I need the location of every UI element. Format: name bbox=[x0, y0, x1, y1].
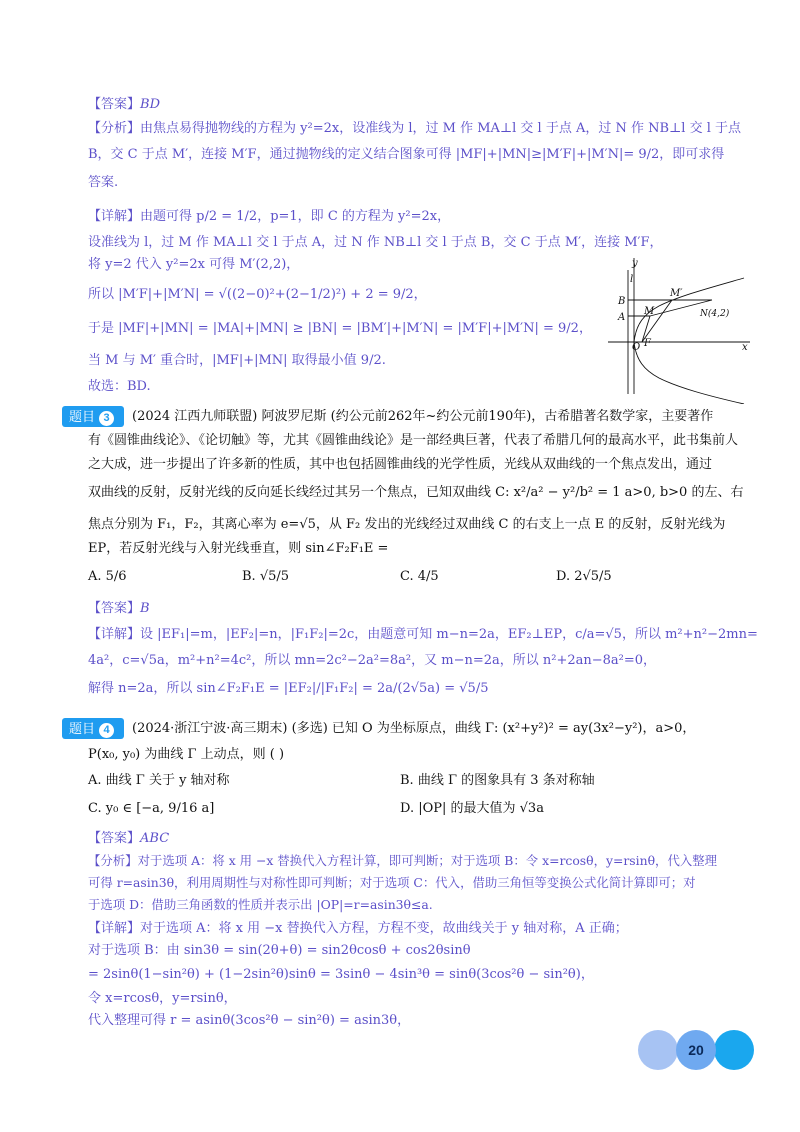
parabola-lower bbox=[634, 342, 744, 404]
detail-text: 由题可得 p/2 = 1/2，p=1，即 C 的方程为 y²=2x， bbox=[140, 209, 451, 224]
decor-circle bbox=[638, 1030, 678, 1070]
detail-text: 当 M 与 M′ 重合时，|MF|+|MN| 取得最小值 9/2. bbox=[88, 353, 386, 368]
label-y: y bbox=[632, 258, 638, 269]
option-a[interactable]: A. 5/6 bbox=[88, 569, 127, 584]
decor-circle bbox=[714, 1030, 754, 1070]
detail-text: 对于选项 B：由 sin3θ = sin(2θ+θ) = sin2θcosθ + cos2θsinθ bbox=[88, 943, 471, 958]
label-A: A bbox=[618, 312, 626, 323]
badge-number: 4 bbox=[99, 723, 114, 738]
analysis-text: 答案. bbox=[88, 175, 119, 190]
detail-text: 将 y=2 代入 y²=2x 可得 M′(2,2)， bbox=[88, 257, 300, 272]
answer-value: BD bbox=[140, 97, 160, 112]
option-c[interactable]: C. 4/5 bbox=[400, 569, 439, 584]
answer-line bbox=[88, 830, 169, 848]
parabola-figure bbox=[604, 254, 754, 404]
option-b[interactable]: B. √5/5 bbox=[242, 569, 290, 584]
stem-text: 有《圆锥曲线论》、《论切触》等，尤其《圆锥曲线论》是一部经典巨著，代表了希腊几何的最高水平，此书集前人 bbox=[88, 433, 739, 448]
problem-badge bbox=[62, 718, 124, 739]
stem-text: EP，若反射光线与入射光线垂直，则 sin∠F₂F₁E = bbox=[88, 541, 389, 556]
stem-text: P(x₀, y₀) 为曲线 Γ 上动点，则 ( ) bbox=[88, 747, 285, 762]
analysis-text: B，交 C 于点 M′，连接 M′F，通过抛物线的定义结合图象可得 |MF|+|MN|≥|M′F|+|M′N|= 9/2，即可求得 bbox=[88, 147, 725, 162]
analysis-label: 【分析】 bbox=[88, 121, 141, 136]
detail-line bbox=[88, 920, 628, 938]
label-B: B bbox=[618, 296, 626, 307]
detail-label: 【详解】 bbox=[88, 209, 141, 224]
answer-value: B bbox=[140, 601, 150, 616]
detail-text: 解得 n=2a，所以 sin∠F₂F₁E = |EF₂|/|F₁F₂| = 2a/(2√5a) = √5/5 bbox=[88, 681, 489, 696]
detail-text: 设准线为 l，过 M 作 MA⊥l 交 l 于点 A，过 N 作 NB⊥l 交 l 于点 B，交 C 于点 M′，连接 M′F， bbox=[88, 235, 663, 250]
option-b[interactable]: B. 曲线 Γ 的图象具有 3 条对称轴 bbox=[400, 773, 595, 788]
analysis-label: 【分析】 bbox=[88, 853, 138, 868]
answer-label: 【答案】 bbox=[88, 97, 141, 112]
answer-value: ABC bbox=[140, 831, 170, 846]
analysis-line bbox=[88, 852, 717, 870]
option-a[interactable]: A. 曲线 Γ 关于 y 轴对称 bbox=[88, 773, 230, 788]
detail-text: 令 x=rcosθ，y=rsinθ， bbox=[88, 991, 237, 1006]
detail-text: 故选：BD. bbox=[88, 379, 151, 394]
badge-text: 题目 bbox=[69, 409, 96, 424]
option-c[interactable]: C. y₀ ∈ [−a, 9/16 a] bbox=[88, 801, 215, 816]
detail-line bbox=[88, 208, 450, 226]
analysis-text: 于选项 D：借助三角函数的性质并表示出 |OP|=r=asin3θ≤a. bbox=[88, 897, 433, 912]
detail-text: 所以 |M′F|+|M′N| = √((2−0)²+(2−1/2)²) + 2 = 9/2， bbox=[88, 287, 427, 302]
problem-badge bbox=[62, 406, 124, 427]
detail-label: 【详解】 bbox=[88, 627, 141, 642]
detail-label: 【详解】 bbox=[88, 921, 141, 936]
label-M-prime: M′ bbox=[670, 288, 683, 299]
page-number-badge bbox=[638, 1030, 758, 1070]
detail-text: = 2sinθ(1−sin²θ) + (1−2sin²θ)sinθ = 3sinθ − 4sin³θ = sinθ(3cos²θ − sin²θ)， bbox=[88, 967, 594, 982]
detail-text: 设 |EF₁|=m，|EF₂|=n，|F₁F₂|=2c，由题意可知 m−n=2a，EF₂⊥EP，c/a=√5，所以 m²+n²−2mn= bbox=[140, 627, 758, 642]
stem-text: 双曲线的反射，反射光线的反向延长线经过其另一个焦点，已知双曲线 C: x²/a² − y²/b² = 1 a>0, b>0 的左、右 bbox=[88, 485, 744, 500]
answer-label: 【答案】 bbox=[88, 601, 141, 616]
badge-number: 3 bbox=[99, 411, 114, 426]
detail-text: 代入整理可得 r = asinθ(3cos²θ − sin²θ) = asin3θ， bbox=[88, 1013, 411, 1028]
analysis-text: 由焦点易得抛物线的方程为 y²=2x，设准线为 l，过 M 作 MA⊥l 交 l 于点 A，过 N 作 NB⊥l 交 l 于点 bbox=[140, 121, 741, 136]
stem-text: 之大成，进一步提出了许多新的性质，其中也包括圆锥曲线的光学性质，光线从双曲线的一个焦点发出，通过 bbox=[88, 457, 713, 472]
detail-text: 4a²，c=√5a，m²+n²=4c²，所以 mn=2c²−2a²=8a²，又 m−n=2a，所以 n²+2an−8a²=0， bbox=[88, 653, 657, 668]
label-x: x bbox=[742, 342, 748, 353]
analysis-text: 可得 r=asin3θ，利用周期性与对称性即可判断；对于选项 C：代入，借助三角恒等变换公式化简计算即可；对 bbox=[88, 875, 696, 890]
detail-text: 于是 |MF|+|MN| = |MA|+|MN| ≥ |BN| = |BM′|+|M′N| = |M′F|+|M′N| = 9/2， bbox=[88, 321, 592, 336]
option-d[interactable]: D. |OP| 的最大值为 √3a bbox=[400, 801, 544, 816]
stem-text: (2024 江西九师联盟) 阿波罗尼斯 (约公元前262年~约公元前190年)，古希腊著名数学家，主要著作 bbox=[132, 409, 714, 424]
page-number: 20 bbox=[676, 1030, 716, 1070]
label-O: O bbox=[632, 342, 641, 353]
option-d[interactable]: D. 2√5/5 bbox=[556, 569, 612, 584]
stem-text: (2024·浙江宁波·高三期末) (多选) 已知 O 为坐标原点，曲线 Γ: (x²+y²)² = ay(3x²−y²)，a>0， bbox=[132, 721, 696, 736]
answer-line bbox=[88, 600, 150, 618]
stem-text: 焦点分别为 F₁，F₂，其离心率为 e=√5，从 F₂ 发出的光线经过双曲线 C 的右支上一点 E 的反射，反射光线为 bbox=[88, 517, 726, 532]
detail-text: 对于选项 A：将 x 用 −x 替换代入方程，方程不变，故曲线关于 y 轴对称，A 正确； bbox=[140, 921, 628, 936]
label-l: l bbox=[630, 274, 634, 285]
badge-text: 题目 bbox=[69, 721, 96, 736]
answer-label: 【答案】 bbox=[88, 831, 141, 846]
answer-line bbox=[88, 96, 160, 114]
analysis-line bbox=[88, 120, 741, 138]
label-N: N(4,2) bbox=[700, 309, 730, 319]
label-M: M bbox=[644, 306, 655, 317]
analysis-text: 对于选项 A：将 x 用 −x 替换代入方程计算，即可判断；对于选项 B：令 x=rcosθ，y=rsinθ，代入整理 bbox=[137, 853, 718, 868]
label-F: F bbox=[644, 338, 651, 349]
detail-line bbox=[88, 626, 758, 644]
